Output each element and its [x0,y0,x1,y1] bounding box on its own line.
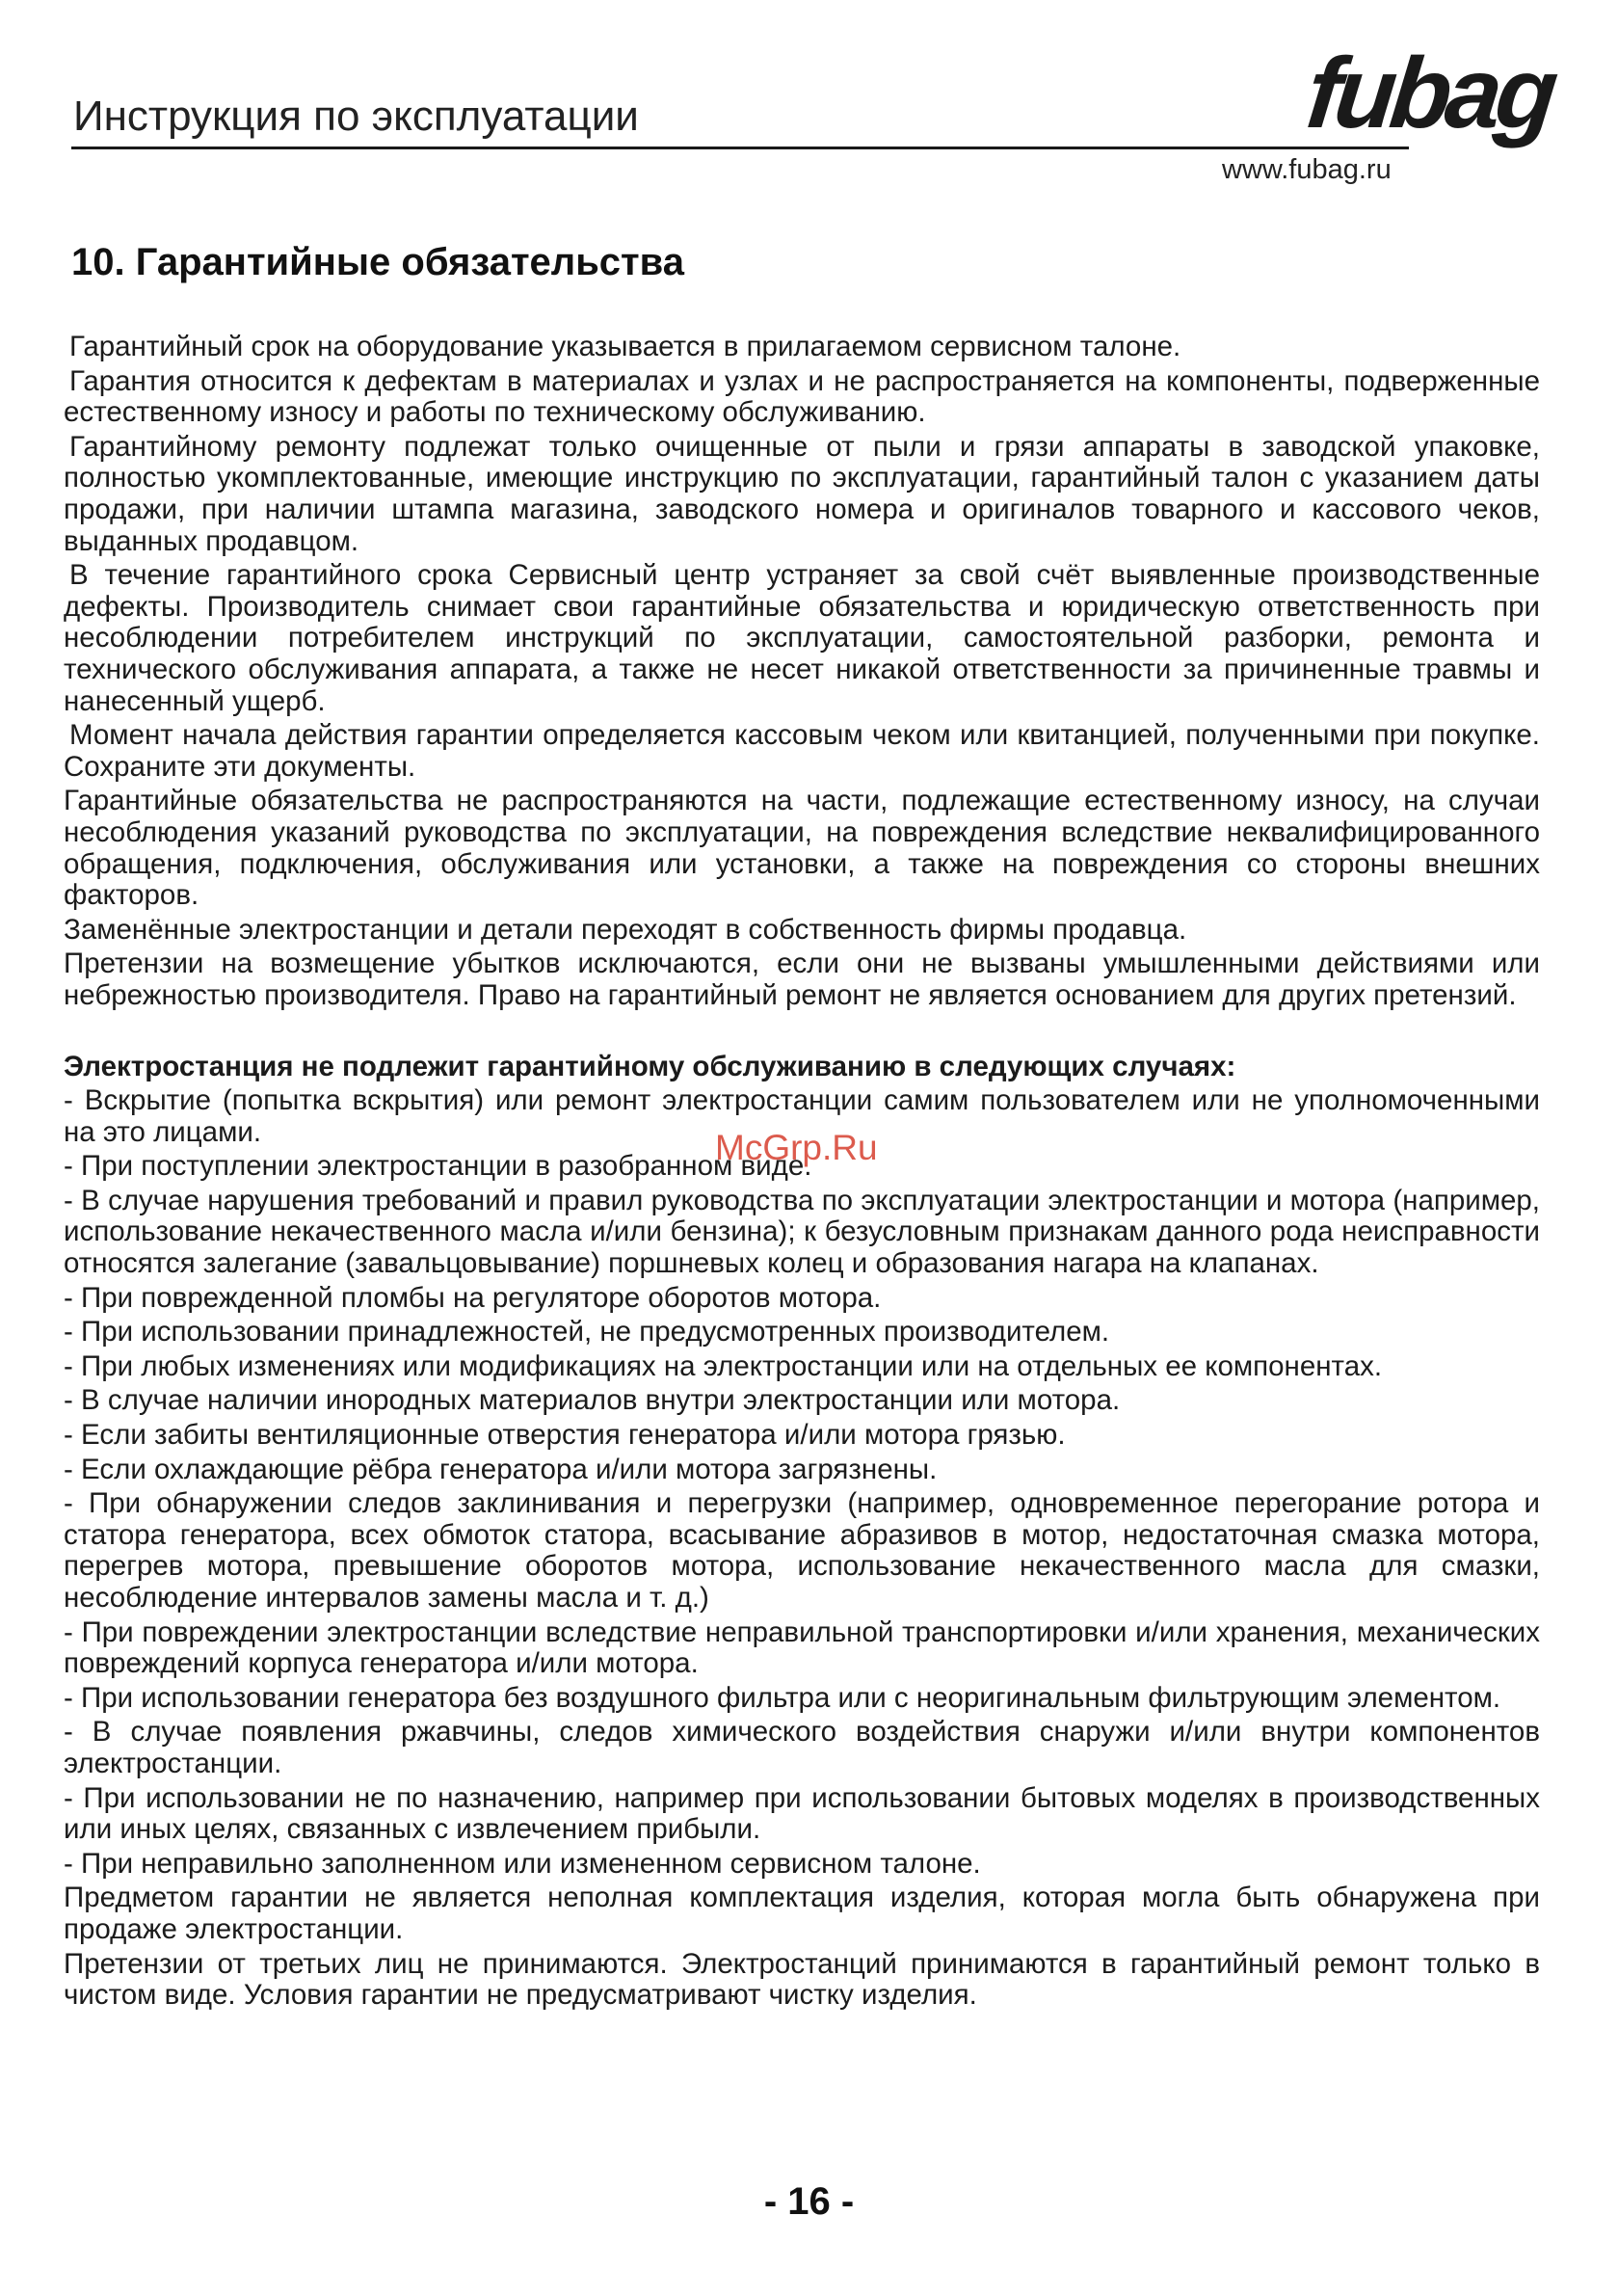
section-heading: 10. Гарантийные обязательства [71,241,684,283]
document-body [64,332,1540,2015]
watermark-text: McGrp.Ru [715,1128,878,1167]
header-divider [71,147,1409,149]
exclusion-item: - Если охлаждающие рёбра генератора и/или мотора загрязнены. [64,1453,938,1485]
closing-paragraph: Предметом гарантии не является неполная комплектация изделия, которая могла быть обнаружена при продаже электростанции. [64,1882,1540,1945]
paragraph: Гарантийный срок на оборудование указывается в прилагаемом сервисном талоне. [69,331,1181,362]
paragraph: В течение гарантийного срока Сервисный центр устраняет за свой счёт выявленные производственные дефекты. Производитель снимает свои гарантийные обязательства и юридическую ответственность при несоблюдении потребителем инструкций по эксплуатации, самостоятельной разборки, ремонта и технического обслуживания аппарата, а также не несет никакой ответственности за причиненные травмы и нанесенный ущерб. [64,559,1540,717]
website-url: www.fubag.ru [1222,154,1392,185]
exclusion-item: - При повреждении электростанции вследствие неправильной транспортировки и/или хранения, механических повреждений корпуса генератора и/или мотора. [64,1615,1540,1680]
exclusion-item: - Если забиты вентиляционные отверстия генератора и/или мотора грязью. [64,1419,1066,1451]
exclusion-item: - При неправильно заполненном или измененном сервисном талоне. [64,1847,981,1880]
paragraph: Заменённые электростанции и детали переходят в собственность фирмы продавца. [64,913,1187,946]
exclusion-item: - Вскрытие (попытка вскрытия) или ремонт электростанции самим пользователем или не уполномоченными на это лицами. [64,1084,1540,1148]
fubag-logo [1301,38,1558,170]
exclusion-item: - При использовании не по назначению, например при использовании бытовых моделях в производственных или иных целях, связанных с извлечением прибыли. [64,1781,1540,1846]
exclusion-item: - При обнаружении следов заклинивания и перегрузки (например, одновременное перегорание ротора и статора генератора, всех обмоток статора, всасывание абразивов в мотор, недостаточная смазка мотора, перегрев мотора, превышение оборотов мотора, использование некачественного масла для смазки, несоблюдение интервалов замены масла и т. д.) [64,1487,1540,1614]
exclusion-item: - При поврежденной пломбы на регуляторе оборотов мотора. [64,1281,882,1314]
exclusion-item: - В случае появления ржавчины, следов химического воздействия снаружи и/или внутри компонентов электростанции. [64,1716,1540,1779]
exclusion-item: - В случае наличии инородных материалов внутри электростанции или мотора. [64,1384,1121,1417]
logo-wordmark: fubag [1301,38,1558,149]
paragraph: Гарантийному ремонту подлежат только очищенные от пыли и грязи аппараты в заводской упаковке, полностью укомплектованные, имеющие инструкцию по эксплуатации, гарантийный талон с указанием даты продажи, при наличии штампа магазина, заводского номера и оригиналов товарного и кассового чеков, выданных продавцом. [64,430,1540,557]
exclusion-item: - При поступлении электростанции в разобранном виде. [64,1150,812,1183]
exclusion-item: - При использовании генератора без воздушного фильтра или с неоригинальным фильтрующим элементом. [64,1681,1501,1714]
paragraph: Гарантия относится к дефектам в материалах и узлах и не распространяется на компоненты, подверженные естественному износу и работы по техническому обслуживанию. [64,364,1540,429]
exclusions-heading: Электростанция не подлежит гарантийному обслуживанию в следующих случаях: [64,1051,1236,1083]
exclusion-item: - В случае нарушения требований и правил руководства по эксплуатации электростанции и мотора (например, использование некачественного масла и/или бензина); к безусловным признакам данного рода неисправности относятся залегание (завальцовывание) поршневых колец и образования нагара на клапанах. [64,1184,1540,1280]
paragraph: Момент начала действия гарантии определяется кассовым чеком или квитанцией, полученными при покупке. Сохраните эти документы. [64,719,1540,783]
paragraph: Гарантийные обязательства не распространяются на части, подлежащие естественному износу, на случаи несоблюдения указаний руководства по эксплуатации, на повреждения вследствие неквалифицированного обращения, подключения, обслуживания или установки, а также на повреждения со стороны внешних факторов. [64,785,1540,912]
page-number: - 16 - [763,2180,855,2223]
closing-paragraph: Претензии от третьих лиц не принимаются. Электростанций принимаются в гарантийный ремонт только в чистом виде. Условия гарантии не предусматривают чистку изделия. [64,1947,1540,2012]
exclusion-item: - При любых изменениях или модификациях на электростанции или на отдельных ее компонентах. [64,1349,1383,1382]
document-header-title: Инструкция по эксплуатации [73,93,639,140]
exclusion-item: - При использовании принадлежностей, не предусмотренных производителем. [64,1316,1110,1348]
paragraph: Претензии на возмещение убытков исключаются, если они не вызваны умышленными действиями или небрежностью производителя. Право на гарантийный ремонт не является основанием для других претензий. [64,948,1540,1011]
